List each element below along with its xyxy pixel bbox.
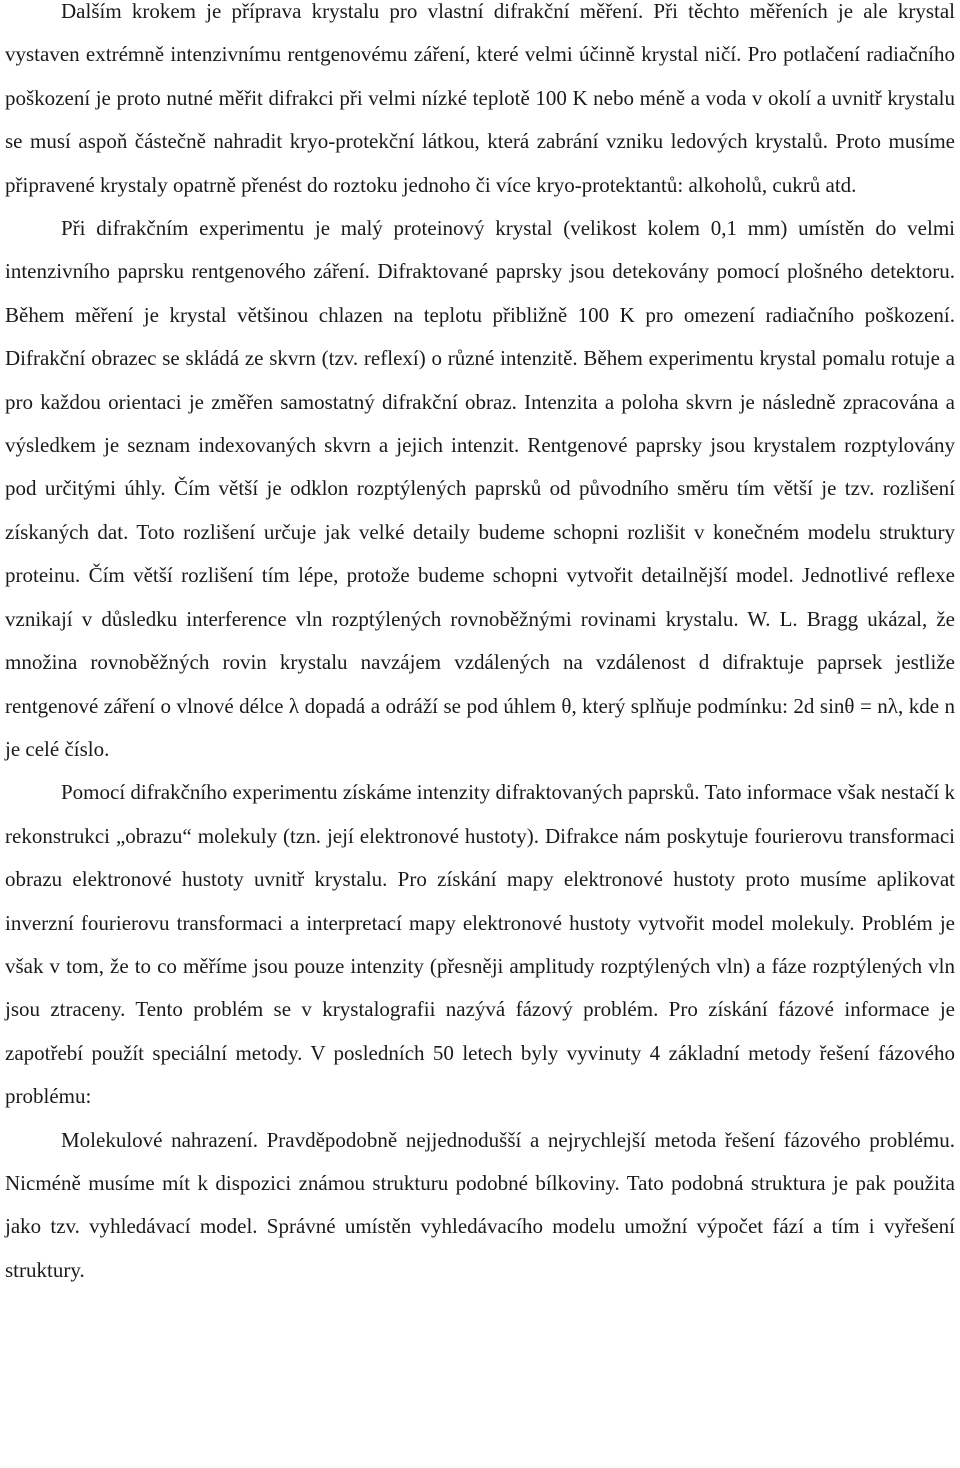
- paragraph-diffraction-experiment: Při difrakčním experimentu je malý proteinový krystal (velikost kolem 0,1 mm) umístěn do velmi intenzivního paprsku rentgenového záření. Difraktované paprsky jsou detekovány pomocí plošného detektoru. Během měření je krystal většinou chlazen na teplotu přibližně 100 K pro omezení radiačního poškození. Difrakční obrazec se skládá ze skvrn (tzv. reflexí) o různé intenzitě. Během experimentu krystal pomalu rotuje a pro každou orientaci je změřen samostatný difrakční obraz. Intenzita a poloha skvrn je následně zpracována a výsledkem je seznam indexovaných skvrn a jejich intenzit. Rentgenové paprsky jsou krystalem rozptylovány pod určitými úhly. Čím větší je odklon rozptýlených paprsků od původního směru tím větší je tzv. rozlišení získaných dat. Toto rozlišení určuje jak velké detaily budeme schopni rozlišit v konečném modelu struktury proteinu. Čím větší rozlišení tím lépe, protože budeme schopni vytvořit detailnější model. Jednotlivé reflexe vznikají v důsledku interference vln rozptýlených rovnoběžnými rovinami krystalu. W. L. Bragg ukázal, že množina rovnoběžných rovin krystalu navzájem vzdálených na vzdálenost d difraktuje paprsek jestliže rentgenové záření o vlnové délce λ dopadá a odráží se pod úhlem θ, který splňuje podmínku: 2d sinθ = nλ, kde n je celé číslo.: [5, 216, 955, 761]
- paragraph-molecular-replacement: Molekulové nahrazení. Pravděpodobně nejjednodušší a nejrychlejší metoda řešení fázového problému. Nicméně musíme mít k dispozici známou strukturu podobné bílkoviny. Tato podobná struktura je pak použita jako tzv. vyhledávací model. Správné umístěn vyhledávacího modelu umožní výpočet fází a tím i vyřešení struktury.: [5, 1127, 955, 1282]
- paragraph-phase-problem: Pomocí difrakčního experimentu získáme intenzity difraktovaných paprsků. Tato informace však nestačí k rekonstrukci „obrazu“ molekuly (tzn. její elektronové hustoty). Difrakce nám poskytuje fourierovu transformaci obrazu elektronové hustoty uvnitř krystalu. Pro získání mapy elektronové hustoty proto musíme aplikovat inverzní fourierovu transformaci a interpretací mapy elektronové hustoty vytvořit model molekuly. Problém je však v tom, že to co měříme jsou pouze intenzity (přesněji amplitudy rozptýlených vln) a fáze rozptýlených vln jsou ztraceny. Tento problém se v krystalografii nazývá fázový problém. Pro získání fázové informace je zapotřebí použít speciální metody. V posledních 50 letech byly vyvinuty 4 základní metody řešení fázového problému:: [5, 780, 955, 1109]
- document-page: [5, 0, 955, 1292]
- paragraph-crystal-preparation: Dalším krokem je příprava krystalu pro vlastní difrakční měření. Při těchto měřeních je ale krystal vystaven extrémně intenzivnímu rentgenovému záření, které velmi účinně krystal ničí. Pro potlačení radiačního poškození je proto nutné měřit difrakci při velmi nízké teplotě 100 K nebo méně a voda v okolí a uvnitř krystalu se musí aspoň částečně nahradit kryo-protekční látkou, která zabrání vzniku ledových krystalů. Proto musíme připravené krystaly opatrně přenést do roztoku jednoho či více kryo-protektantů: alkoholů, cukrů atd.: [5, 0, 955, 197]
